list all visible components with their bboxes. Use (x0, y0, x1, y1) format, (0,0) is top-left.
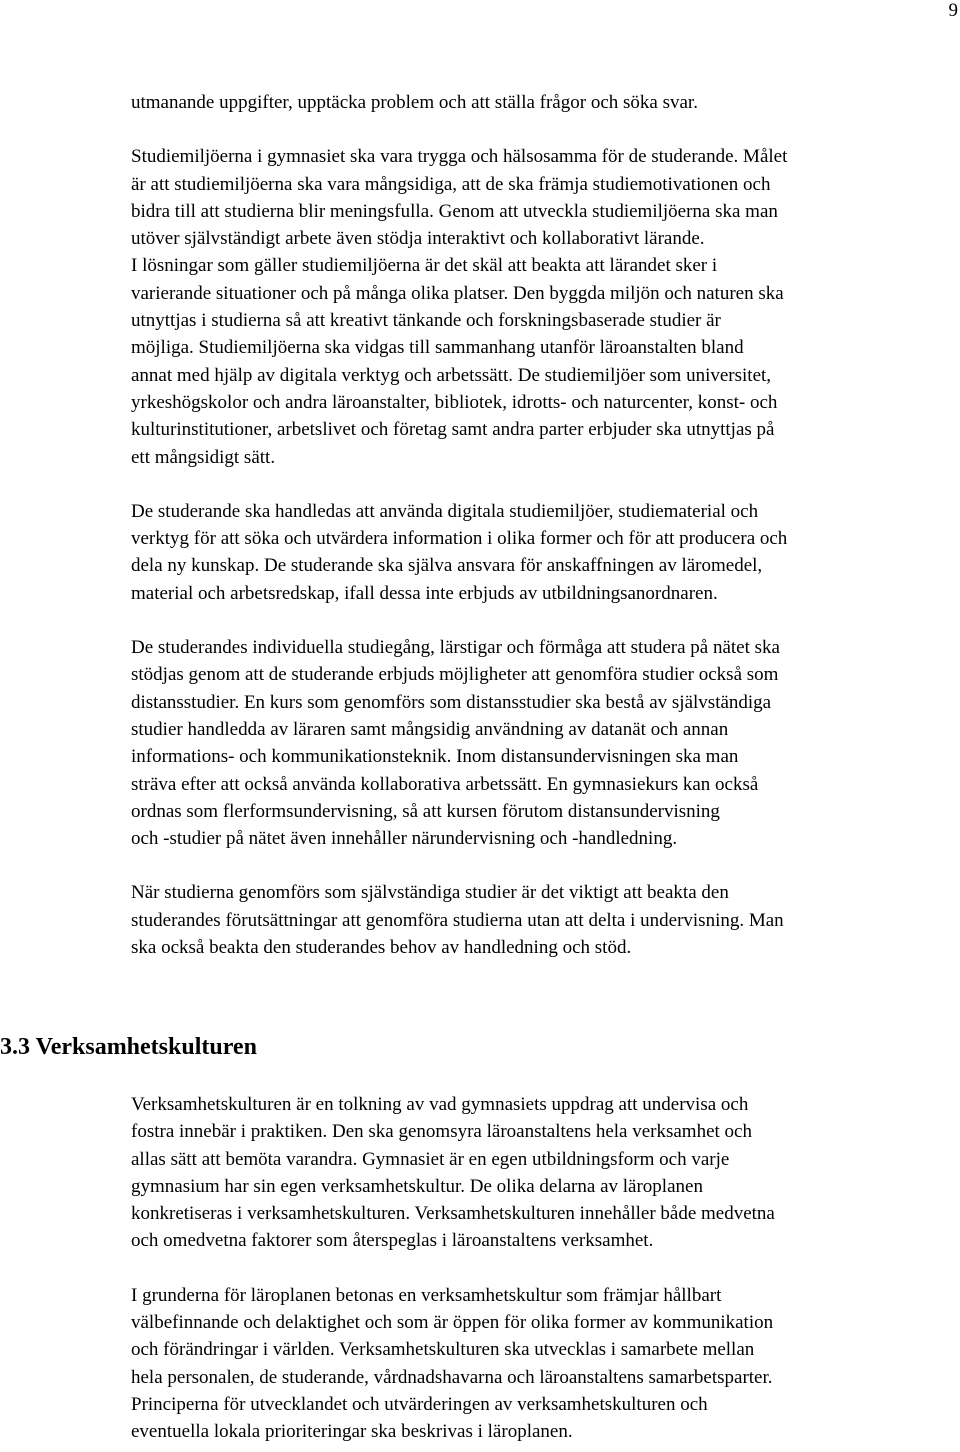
text-line: bidra till att studierna blir meningsfulla. Genom att utveckla studiemiljöerna ska man (131, 200, 778, 222)
section-body (131, 1091, 960, 1446)
paragraph (131, 143, 960, 471)
text-line: informations- och kommunikationsteknik. Inom distansundervisningen ska man (131, 746, 739, 768)
text-line: gymnasium har sin egen verksamhetskultur. De olika delarna av läroplanen (131, 1175, 703, 1197)
text-line: välbefinnande och delaktighet och som är öppen för olika former av kommunikation (131, 1312, 774, 1334)
text-line: utöver självständigt arbete även stödja interaktivt och kollaborativt lärande. (131, 228, 705, 250)
paragraph (131, 498, 960, 607)
paragraph (131, 634, 960, 852)
text-line: yrkeshögskolor och andra läroanstalter, bibliotek, idrotts- och naturcenter, konst- och (131, 391, 778, 413)
text-line: verktyg för att söka och utvärdera information i olika former och för att producera och (131, 528, 788, 550)
text-line: utmanande uppgifter, upptäcka problem och att ställa frågor och söka svar. (131, 92, 698, 113)
text-line: eventuella lokala prioriteringar ska beskrivas i läroplanen. (131, 1421, 573, 1443)
text-line: hela personalen, de studerande, vårdnadshavarna och läroanstaltens samarbetsparter. (131, 1366, 773, 1388)
text-line: annat med hjälp av digitala verktyg och arbetssätt. De studiemiljöer som universitet, (131, 364, 772, 386)
text-line: konkretiseras i verksamhetskulturen. Verksamhetskulturen innehåller både medvetna (131, 1203, 775, 1225)
text-line: möjliga. Studiemiljöerna ska vidgas till sammanhang utanför läroanstalten bland (131, 337, 744, 359)
text-line: och förändringar i världen. Verksamhetskulturen ska utvecklas i samarbete mellan (131, 1339, 755, 1361)
text-line: Studiemiljöerna i gymnasiet ska vara trygga och hälsosamma för de studerande. Målet (131, 146, 788, 168)
section-heading: 3.3 Verksamhetskulturen (0, 1034, 257, 1060)
text-line: varierande situationer och på många olika platser. Den byggda miljön och naturen ska (131, 282, 784, 304)
text-line: allas sätt att bemöta varandra. Gymnasiet är en egen utbildningsform och varje (131, 1148, 730, 1170)
text-line: är att studiemiljöerna ska vara mångsidiga, att de ska främja studiemotivationen och (131, 173, 771, 195)
text-line: stödjas genom att de studerande erbjuds möjligheter att genomföra studier också som (131, 664, 779, 686)
text-line: Principerna för utvecklandet och utvärderingen av verksamhetskulturen och (131, 1393, 708, 1415)
text-line: De studerande ska handledas att använda digitala studiemiljöer, studiematerial och (131, 500, 759, 522)
text-line: kulturinstitutioner, arbetslivet och företag samt andra parter erbjuder ska utnyttjas på (131, 419, 775, 441)
paragraph (131, 1282, 960, 1446)
text-line: ska också beakta den studerandes behov av handledning och stöd. (131, 937, 632, 959)
text-line: När studierna genomförs som självständiga studier är det viktigt att beakta den (131, 882, 729, 904)
text-line: De studerandes individuella studiegång, lärstigar och förmåga att studera på nätet ska (131, 637, 780, 659)
text-line: och omedvetna faktorer som återspeglas i läroanstaltens verksamhet. (131, 1230, 654, 1252)
text-line: Verksamhetskulturen är en tolkning av vad gymnasiets uppdrag att undervisa och (131, 1094, 749, 1115)
text-line: fostra innebär i praktiken. Den ska genomsyra läroanstaltens hela verksamhet och (131, 1121, 752, 1143)
text-line: I lösningar som gäller studiemiljöerna är det skäl att beakta att lärandet sker i (131, 255, 718, 277)
text-line: sträva efter att också använda kollaborativa arbetssätt. En gymnasiekurs kan också (131, 773, 759, 795)
text-line: studier handledda av läraren samt mångsidig användning av datanät och annan (131, 718, 729, 740)
page-number: 9 (948, 0, 958, 21)
text-line: och -studier på nätet även innehåller närundervisning och -handledning. (131, 828, 678, 850)
text-line: studerandes förutsättningar att genomföra studierna utan att delta i undervisning. Man (131, 909, 784, 931)
paragraph (131, 879, 960, 961)
text-line: dela ny kunskap. De studerande ska själva ansvara för anskaffningen av läromedel, (131, 555, 763, 577)
text-line: material och arbetsredskap, ifall dessa inte erbjuds av utbildningsanordnaren. (131, 582, 718, 604)
page-body (131, 89, 960, 961)
text-line: ett mångsidigt sätt. (131, 446, 276, 468)
paragraph (131, 1091, 960, 1255)
text-line: ordnas som flerformsundervisning, så att kursen förutom distansundervisning (131, 800, 720, 822)
text-line: I grunderna för läroplanen betonas en verksamhetskultur som främjar hållbart (131, 1284, 722, 1306)
top-section (131, 89, 960, 961)
text-line: utnyttjas i studierna så att kreativt tänkande och forskningsbaserade studier är (131, 310, 721, 332)
text-line: distansstudier. En kurs som genomförs som distansstudier ska bestå av självständiga (131, 691, 772, 713)
paragraph (131, 89, 960, 116)
